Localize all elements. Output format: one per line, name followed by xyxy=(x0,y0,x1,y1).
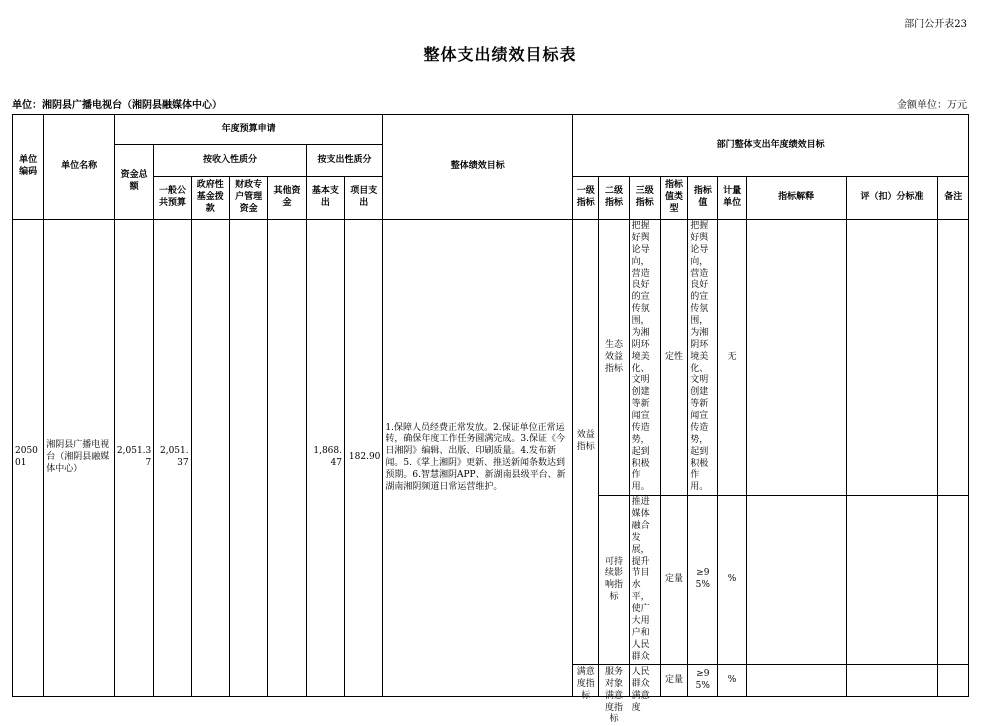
cell-level2-eco: 生态效益指标 xyxy=(599,220,629,496)
performance-target-table xyxy=(12,114,969,725)
cell-level3-sustain: 推进媒体融合发展，提升节目水平，使广大用户和人民群众 xyxy=(629,496,660,665)
cell-scoring-eco xyxy=(846,220,938,496)
level3-satisfaction-text: 人民群众满意度 xyxy=(631,666,650,713)
cell-explanation-satisfaction xyxy=(746,665,846,697)
cell-level1-benefit: 效益指标 xyxy=(573,220,599,665)
header-scoring: 评（扣）分标准 xyxy=(846,177,938,220)
document-code: 部门公开表23 xyxy=(904,19,967,30)
cell-other-funds xyxy=(268,220,306,697)
header-annual-budget: 年度预算申请 xyxy=(114,115,382,145)
cell-unit-name: 湘阴县广播电视台（湘阴县融媒体中心） xyxy=(44,220,115,697)
header-gov-fund: 政府性基金拨款 xyxy=(191,177,229,220)
cell-level2-sustain: 可持续影响指标 xyxy=(599,496,629,665)
cell-value-satisfaction: ≥95% xyxy=(688,665,718,697)
header-value-type: 指标值类型 xyxy=(660,177,687,220)
cell-value-eco: 把握好舆论导向，营造良好的宣传氛围，为湘阴环境美化、文明创建等新闻宣传造势，起到积极作用。 xyxy=(688,220,718,496)
header-by-expense: 按支出性质分 xyxy=(306,145,383,177)
cell-level1-satisfaction xyxy=(573,665,599,701)
cell-fiscal-special xyxy=(229,220,267,697)
cell-value-sustain: ≥95% xyxy=(688,496,718,665)
cell-remark-satisfaction xyxy=(938,665,969,697)
cell-total: 2,051.37 xyxy=(114,220,153,697)
header-level2: 二级指标 xyxy=(599,177,629,220)
header-dept-goal: 部门整体支出年度绩效目标 xyxy=(573,115,969,177)
cell-explanation-eco xyxy=(746,220,846,496)
cell-value-type-eco: 定性 xyxy=(660,220,687,496)
cell-measure-sustain: % xyxy=(718,496,746,665)
cell-remark-eco xyxy=(938,220,969,496)
header-remark: 备注 xyxy=(938,177,969,220)
cell-level3-eco: 把握好舆论导向，营造良好的宣传氛围，为湘阴环境美化、文明创建等新闻宣传造势，起到积极作用。 xyxy=(629,220,660,496)
cell-general-budget: 2,051.37 xyxy=(154,220,191,697)
header-other-funds: 其他资金 xyxy=(268,177,306,220)
cell-measure-satisfaction: % xyxy=(718,665,746,697)
cell-basic-exp: 1,868.47 xyxy=(306,220,344,697)
cell-remark-sustain xyxy=(938,496,969,665)
header-project-exp: 项目支出 xyxy=(345,177,383,220)
cell-unit-code: 205001 xyxy=(13,220,44,697)
cell-gov-fund xyxy=(191,220,229,697)
cell-value-type-satisfaction: 定量 xyxy=(660,665,687,697)
header-by-income: 按收入性质分 xyxy=(154,145,306,177)
level2-satisfaction-text: 服务对象满意度指标 xyxy=(605,666,624,725)
header-explanation: 指标解释 xyxy=(746,177,846,220)
header-overall-goal: 整体绩效目标 xyxy=(383,115,573,220)
level1-satisfaction-text: 满意度指标 xyxy=(576,666,595,701)
header-level1: 一级指标 xyxy=(573,177,599,220)
header-measure-unit: 计量单位 xyxy=(718,177,746,220)
header-level3: 三级指标 xyxy=(629,177,660,220)
header-value: 指标值 xyxy=(688,177,718,220)
currency-unit-label: 金额单位：万元 xyxy=(897,100,967,111)
cell-measure-eco: 无 xyxy=(718,220,746,496)
cell-scoring-satisfaction xyxy=(846,665,938,697)
cell-explanation-sustain xyxy=(746,496,846,665)
cell-scoring-sustain xyxy=(846,496,938,665)
header-general-budget: 一般公共预算 xyxy=(154,177,191,220)
cell-value-type-sustain: 定量 xyxy=(660,496,687,665)
header-fiscal-special: 财政专户管理资金 xyxy=(229,177,267,220)
cell-overall-goal: 1.保障人员经费正常发放。2.保证单位正常运转，确保年度工作任务圆满完成。3.保证《今日湘阴》编辑、出版、印刷质量。4.发布新闻。5.《掌上湘阴》更新、推送新闻条数达到预期。6.智慧湘阴APP、新湖南县级平台、新湖南湘阴频道日常运营维护。 xyxy=(383,220,573,697)
header-total: 资金总额 xyxy=(114,145,153,220)
header-basic-exp: 基本支出 xyxy=(306,177,344,220)
cell-project-exp: 182.90 xyxy=(345,220,383,697)
header-unit-code: 单位编码 xyxy=(13,115,44,220)
unit-label: 单位：湘阴县广播电视台（湘阴县融媒体中心） xyxy=(12,100,222,111)
header-unit-name: 单位名称 xyxy=(44,115,115,220)
page-title: 整体支出绩效目标表 xyxy=(423,45,577,64)
cell-level2-satisfaction xyxy=(599,665,629,725)
cell-level3-satisfaction xyxy=(629,665,660,713)
